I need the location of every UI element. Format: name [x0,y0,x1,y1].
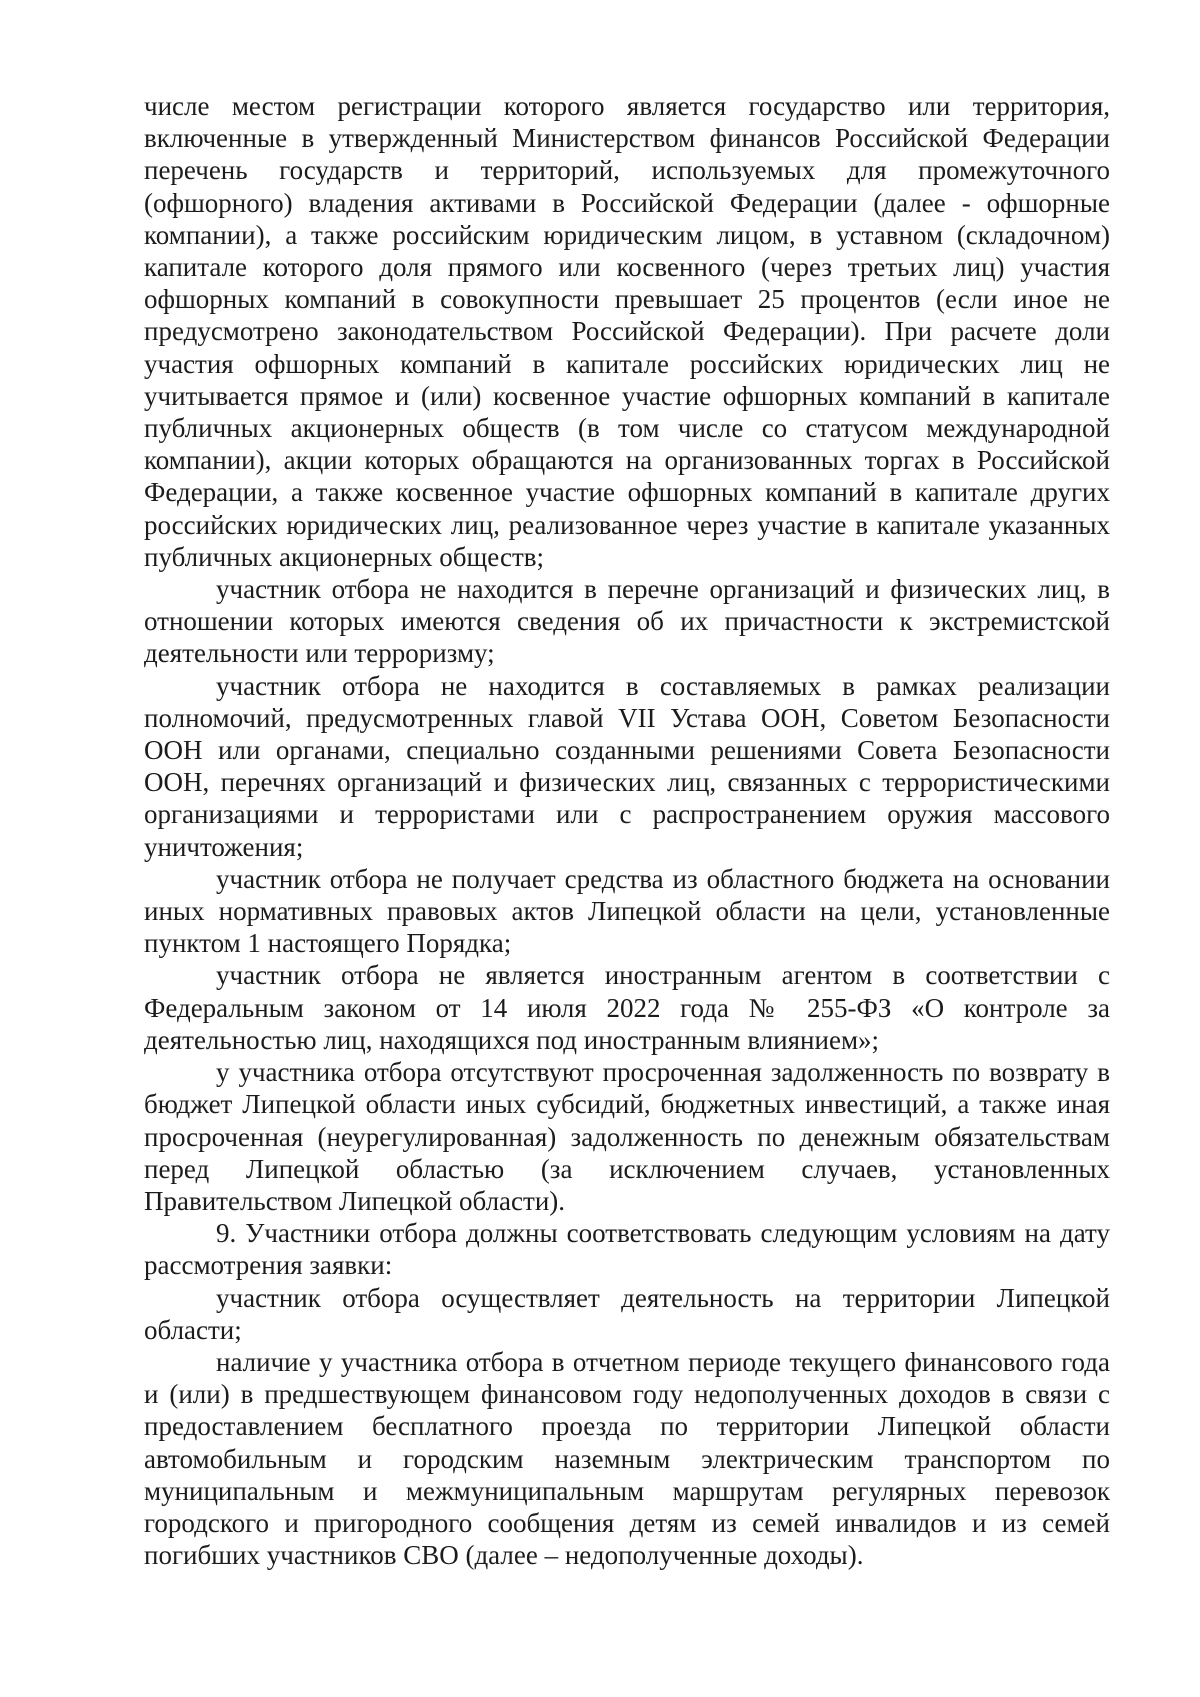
paragraph-foreign-agent: участник отбора не является иностранным агентом в соответствии с Федеральным законом от 14 июля 2022 года № 255-ФЗ «О контроле за деятельностью лиц, находящихся под иностранным влиянием»; [144,960,1110,1055]
paragraph-lost-income: наличие у участника отбора в отчетном периоде текущего финансового года и (или) в предшествующем финансовом году недополученных доходов в связи с предоставлением бесплатного проезда по территории Липецкой области автомобильным и городским наземным электрическим транспортом по муниципальным и межмуниципальным маршрутам регулярных перевозок городского и пригородного сообщения детям из семей инвалидов и из семей погибших участников СВО (далее – недополученные доходы). [144,1346,1110,1571]
paragraph-offshore-companies: числе местом регистрации которого является государство или территория, включенные в утвержденный Министерством финансов Российской Федерации перечень государств и территорий, используемых для промежуточного (офшорного) владения активами в Российской Федерации (далее - офшорные компании), а также российским юридическим лицом, в уставном (складочном) капитале которого доля прямого или косвенного (через третьих лиц) участия офшорных компаний в совокупности превышает 25 процентов (если иное не предусмотрено законодательством Российской Федерации). При расчете доли участия офшорных компаний в капитале российских юридических лиц не учитывается прямое и (или) косвенное участие офшорных компаний в капитале публичных акционерных обществ (в том числе со статусом международной компании), акции которых обращаются на организованных торгах в Российской Федерации, а также косвенное участие офшорных компаний в капитале других российских юридических лиц, реализованное через участие в капитале указанных публичных акционерных обществ; [144,91,1110,572]
paragraph-un-sanctions-list: участник отбора не находится в составляемых в рамках реализации полномочий, предусмотренных главой VII Устава ООН, Советом Безопасности ООН или органами, специально созданными решениями Совета Безопасности ООН, перечнях организаций и физических лиц, связанных с террористическими организациями и террористами или с распространением оружия массового уничтожения; [144,670,1110,862]
paragraph-extremism-list: участник отбора не находится в перечне организаций и физических лиц, в отношении которых имеются сведения об их причастности к экстремистской деятельности или терроризму; [144,574,1110,669]
paragraph-territory-activity: участник отбора осуществляет деятельность на территории Липецкой области; [144,1282,1110,1345]
paragraph-overdue-debt: у участника отбора отсутствуют просроченная задолженность по возврату в бюджет Липецкой области иных субсидий, бюджетных инвестиций, а также иная просроченная (неурегулированная) задолженность по денежным обязательствам перед Липецкой областью (за исключением случаев, установленных Правительством Липецкой области). [144,1057,1110,1216]
paragraph-clause-9: 9. Участники отбора должны соответствовать следующим условиям на дату рассмотрения заявки: [144,1218,1110,1281]
document-body [144,90,1110,1571]
paragraph-no-other-budget-funds: участник отбора не получает средства из областного бюджета на основании иных нормативных правовых актов Липецкой области на цели, установленные пунктом 1 настоящего Порядка; [144,863,1110,959]
